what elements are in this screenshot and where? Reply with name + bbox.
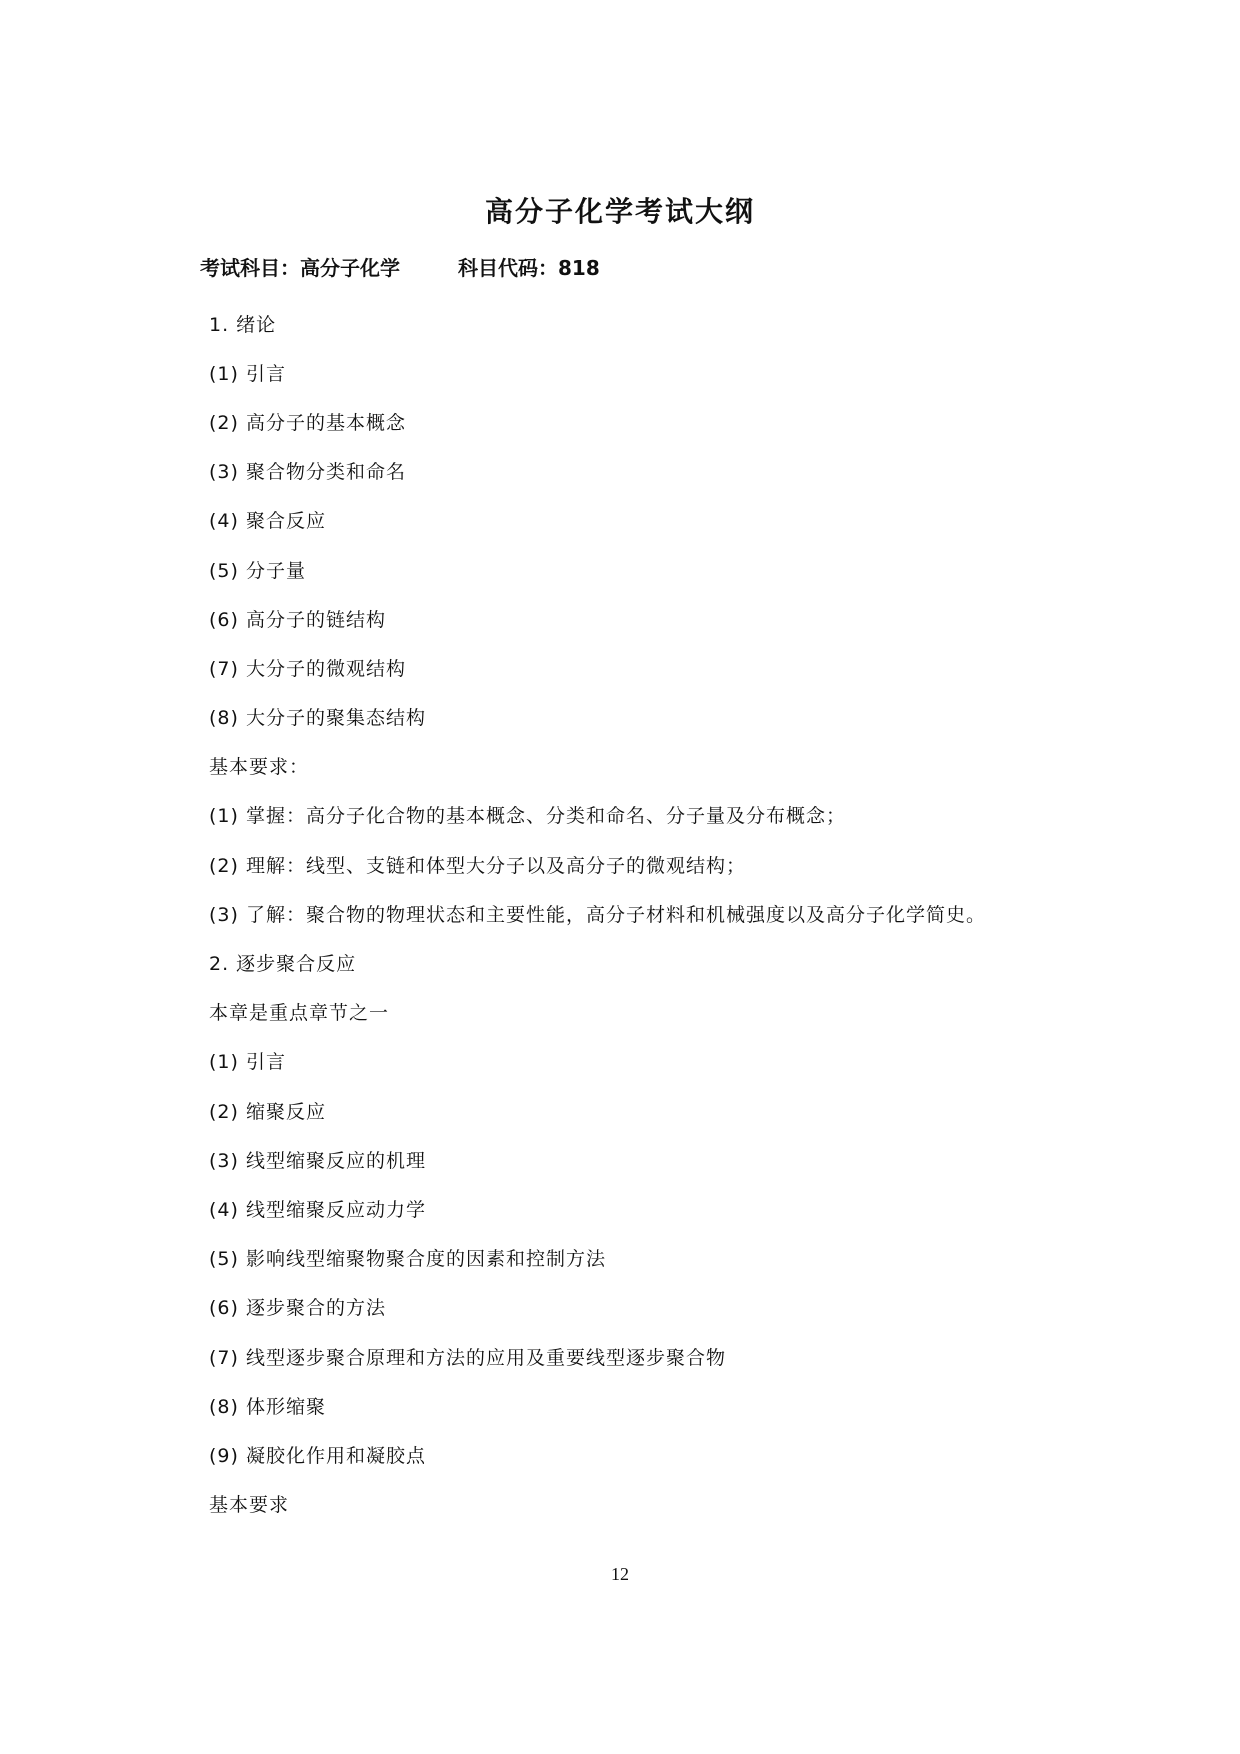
- subject-code: 科目代码：818: [458, 256, 600, 280]
- list-item: (2) 缩聚反应: [209, 1101, 326, 1123]
- page-title: 高分子化学考试大纲: [484, 195, 755, 228]
- list-item: (1) 引言: [209, 363, 286, 385]
- section-heading: 2. 逐步聚合反应: [209, 953, 357, 975]
- subject-info: [200, 252, 600, 284]
- list-item: (8) 大分子的聚集态结构: [209, 707, 426, 729]
- list-item: (1) 引言: [209, 1051, 286, 1073]
- requirements-heading: 基本要求: [209, 1494, 290, 1516]
- chapter-note: 本章是重点章节之一: [209, 1002, 390, 1024]
- list-item: (6) 逐步聚合的方法: [209, 1297, 386, 1319]
- list-item: (4) 聚合反应: [209, 510, 326, 532]
- list-item: (7) 线型逐步聚合原理和方法的应用及重要线型逐步聚合物: [209, 1347, 726, 1369]
- exam-subject: 考试科目：高分子化学: [200, 256, 400, 280]
- list-item: (2) 理解：线型、支链和体型大分子以及高分子的微观结构；: [209, 855, 746, 877]
- list-item: (3) 了解：聚合物的物理状态和主要性能，高分子材料和机械强度以及高分子化学简史。: [209, 904, 986, 926]
- list-item: (6) 高分子的链结构: [209, 609, 386, 631]
- list-item: (4) 线型缩聚反应动力学: [209, 1199, 426, 1221]
- list-item: (5) 分子量: [209, 560, 306, 582]
- requirements-heading: 基本要求：: [209, 756, 310, 778]
- list-item: (9) 凝胶化作用和凝胶点: [209, 1445, 426, 1467]
- list-item: (8) 体形缩聚: [209, 1396, 326, 1418]
- list-item: (7) 大分子的微观结构: [209, 658, 406, 680]
- list-item: (1) 掌握：高分子化合物的基本概念、分类和命名、分子量及分布概念；: [209, 805, 846, 827]
- list-item: (3) 聚合物分类和命名: [209, 461, 406, 483]
- section-heading: 1. 绪论: [209, 314, 277, 336]
- list-item: (2) 高分子的基本概念: [209, 412, 406, 434]
- list-item: (3) 线型缩聚反应的机理: [209, 1150, 426, 1172]
- page-number: 12: [611, 1564, 629, 1584]
- list-item: (5) 影响线型缩聚物聚合度的因素和控制方法: [209, 1248, 606, 1270]
